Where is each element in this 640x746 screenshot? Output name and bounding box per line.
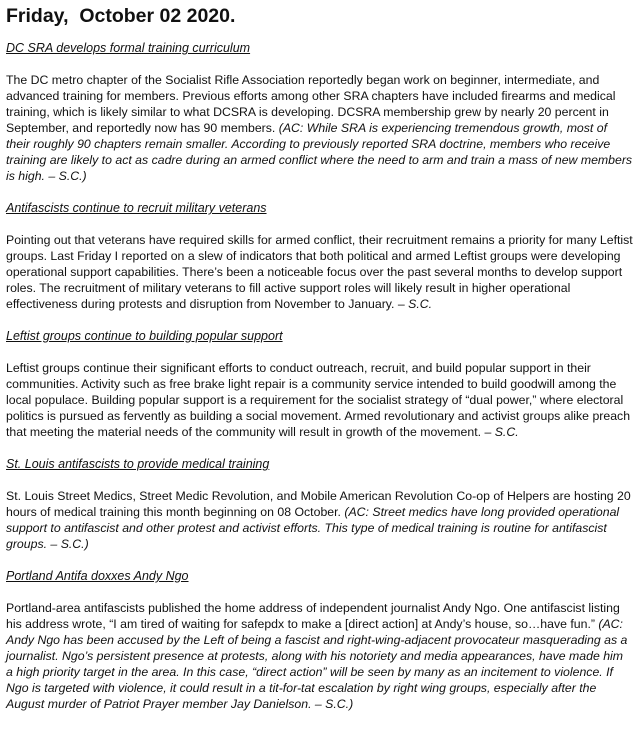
date-heading: Friday, October 02 2020. — [6, 5, 236, 27]
article-title[interactable]: Portland Antifa doxxes Andy Ngo — [6, 569, 189, 583]
article-body — [6, 360, 633, 440]
article-body — [6, 600, 633, 712]
article-text: St. Louis Street Medics, Street Medic Revolution, and Mobile American Revolution Co-op of Helpers are hosting 20 hours of medical training this month beginning on 08 October. — [6, 489, 631, 519]
article-text: Portland-area antifascists published the home address of independent journalist Andy Ngo. One antifascist listing his address wrote, “I am tired of waiting for safepdx to make a [direct action] at Andy’s house, so…have fun.” — [6, 601, 620, 631]
article-text: The DC metro chapter of the Socialist Rifle Association reportedly began work on beginner, intermediate, and advanced training for members. Previous efforts among other SRA chapters have included firearms and medical training, which is likely similar to what DCSRA is developing. DCSRA membership grew by nearly 20 percent in September, and reportedly now has 90 members. — [6, 73, 616, 135]
article-st-louis — [6, 456, 633, 552]
author-initials: S.C. — [408, 297, 433, 311]
article-title[interactable]: Antifascists continue to recruit military veterans — [6, 201, 267, 215]
article-title[interactable]: Leftist groups continue to building popular support — [6, 329, 283, 343]
article-body — [6, 488, 633, 552]
author-initials: S.C. — [494, 425, 519, 439]
article-text: Leftist groups continue their significant efforts to conduct outreach, recruit, and build popular support in their communities. Activity such as free brake light repair is a community service intended to build goodwill among the local populace. Building popular support is a requirement for the socialist strategy of “dual power,” where electoral politics is pursued as fervently as building a social movement. Armed revolutionary and activist groups alike preach that meeting the material needs of the community will result in growth of the movement. – — [6, 361, 631, 439]
article-popular-support — [6, 328, 633, 440]
analyst-comment: (AC: While SRA is experiencing tremendous growth, most of their roughly 90 chapters remain smaller. According to previously reported SRA doctrine, members who receive training are likely to act as cadre during an armed conflict where the need to arm and train a mass of new members is high. – S.C.) — [6, 121, 633, 183]
article-title[interactable]: DC SRA develops formal training curriculum — [6, 41, 251, 55]
article-body — [6, 232, 633, 312]
article-title[interactable]: St. Louis antifascists to provide medical training — [6, 457, 270, 471]
analyst-comment: (AC: Street medics have long provided operational support to antifascist and other protest and activist efforts. This type of medical training is routine for antifascist groups. – S.C.) — [6, 505, 620, 551]
article-text: Pointing out that veterans have required skills for armed conflict, their recruitment remains a priority for many Leftist groups. Last Friday I reported on a slew of indicators that both political and armed Leftist groups were developing operational support capabilities. There’s been a noticeable focus over the past several months to develop support roles. The recruitment of military veterans to fill active support roles will likely result in higher operational effectiveness during protests and disruption from November to January. – — [6, 233, 633, 311]
article-dc-sra — [6, 40, 633, 184]
article-portland — [6, 568, 633, 712]
article-body — [6, 72, 633, 184]
article-veterans — [6, 200, 633, 312]
analyst-comment: (AC: Andy Ngo has been accused by the Left of being a fascist and right-wing-adjacent provocateur masquerading as a journalist. Ngo’s persistent presence at protests, along with his notoriety and media appearances, have made him a high priority target in the area. In this case, “direct action” will be seen by many as an incitement to violence. If Ngo is targeted with violence, it could result in a tit-for-tat escalation by right wing groups, especially after the August murder of Patriot Prayer member Jay Danielson. – S.C.) — [6, 617, 628, 711]
